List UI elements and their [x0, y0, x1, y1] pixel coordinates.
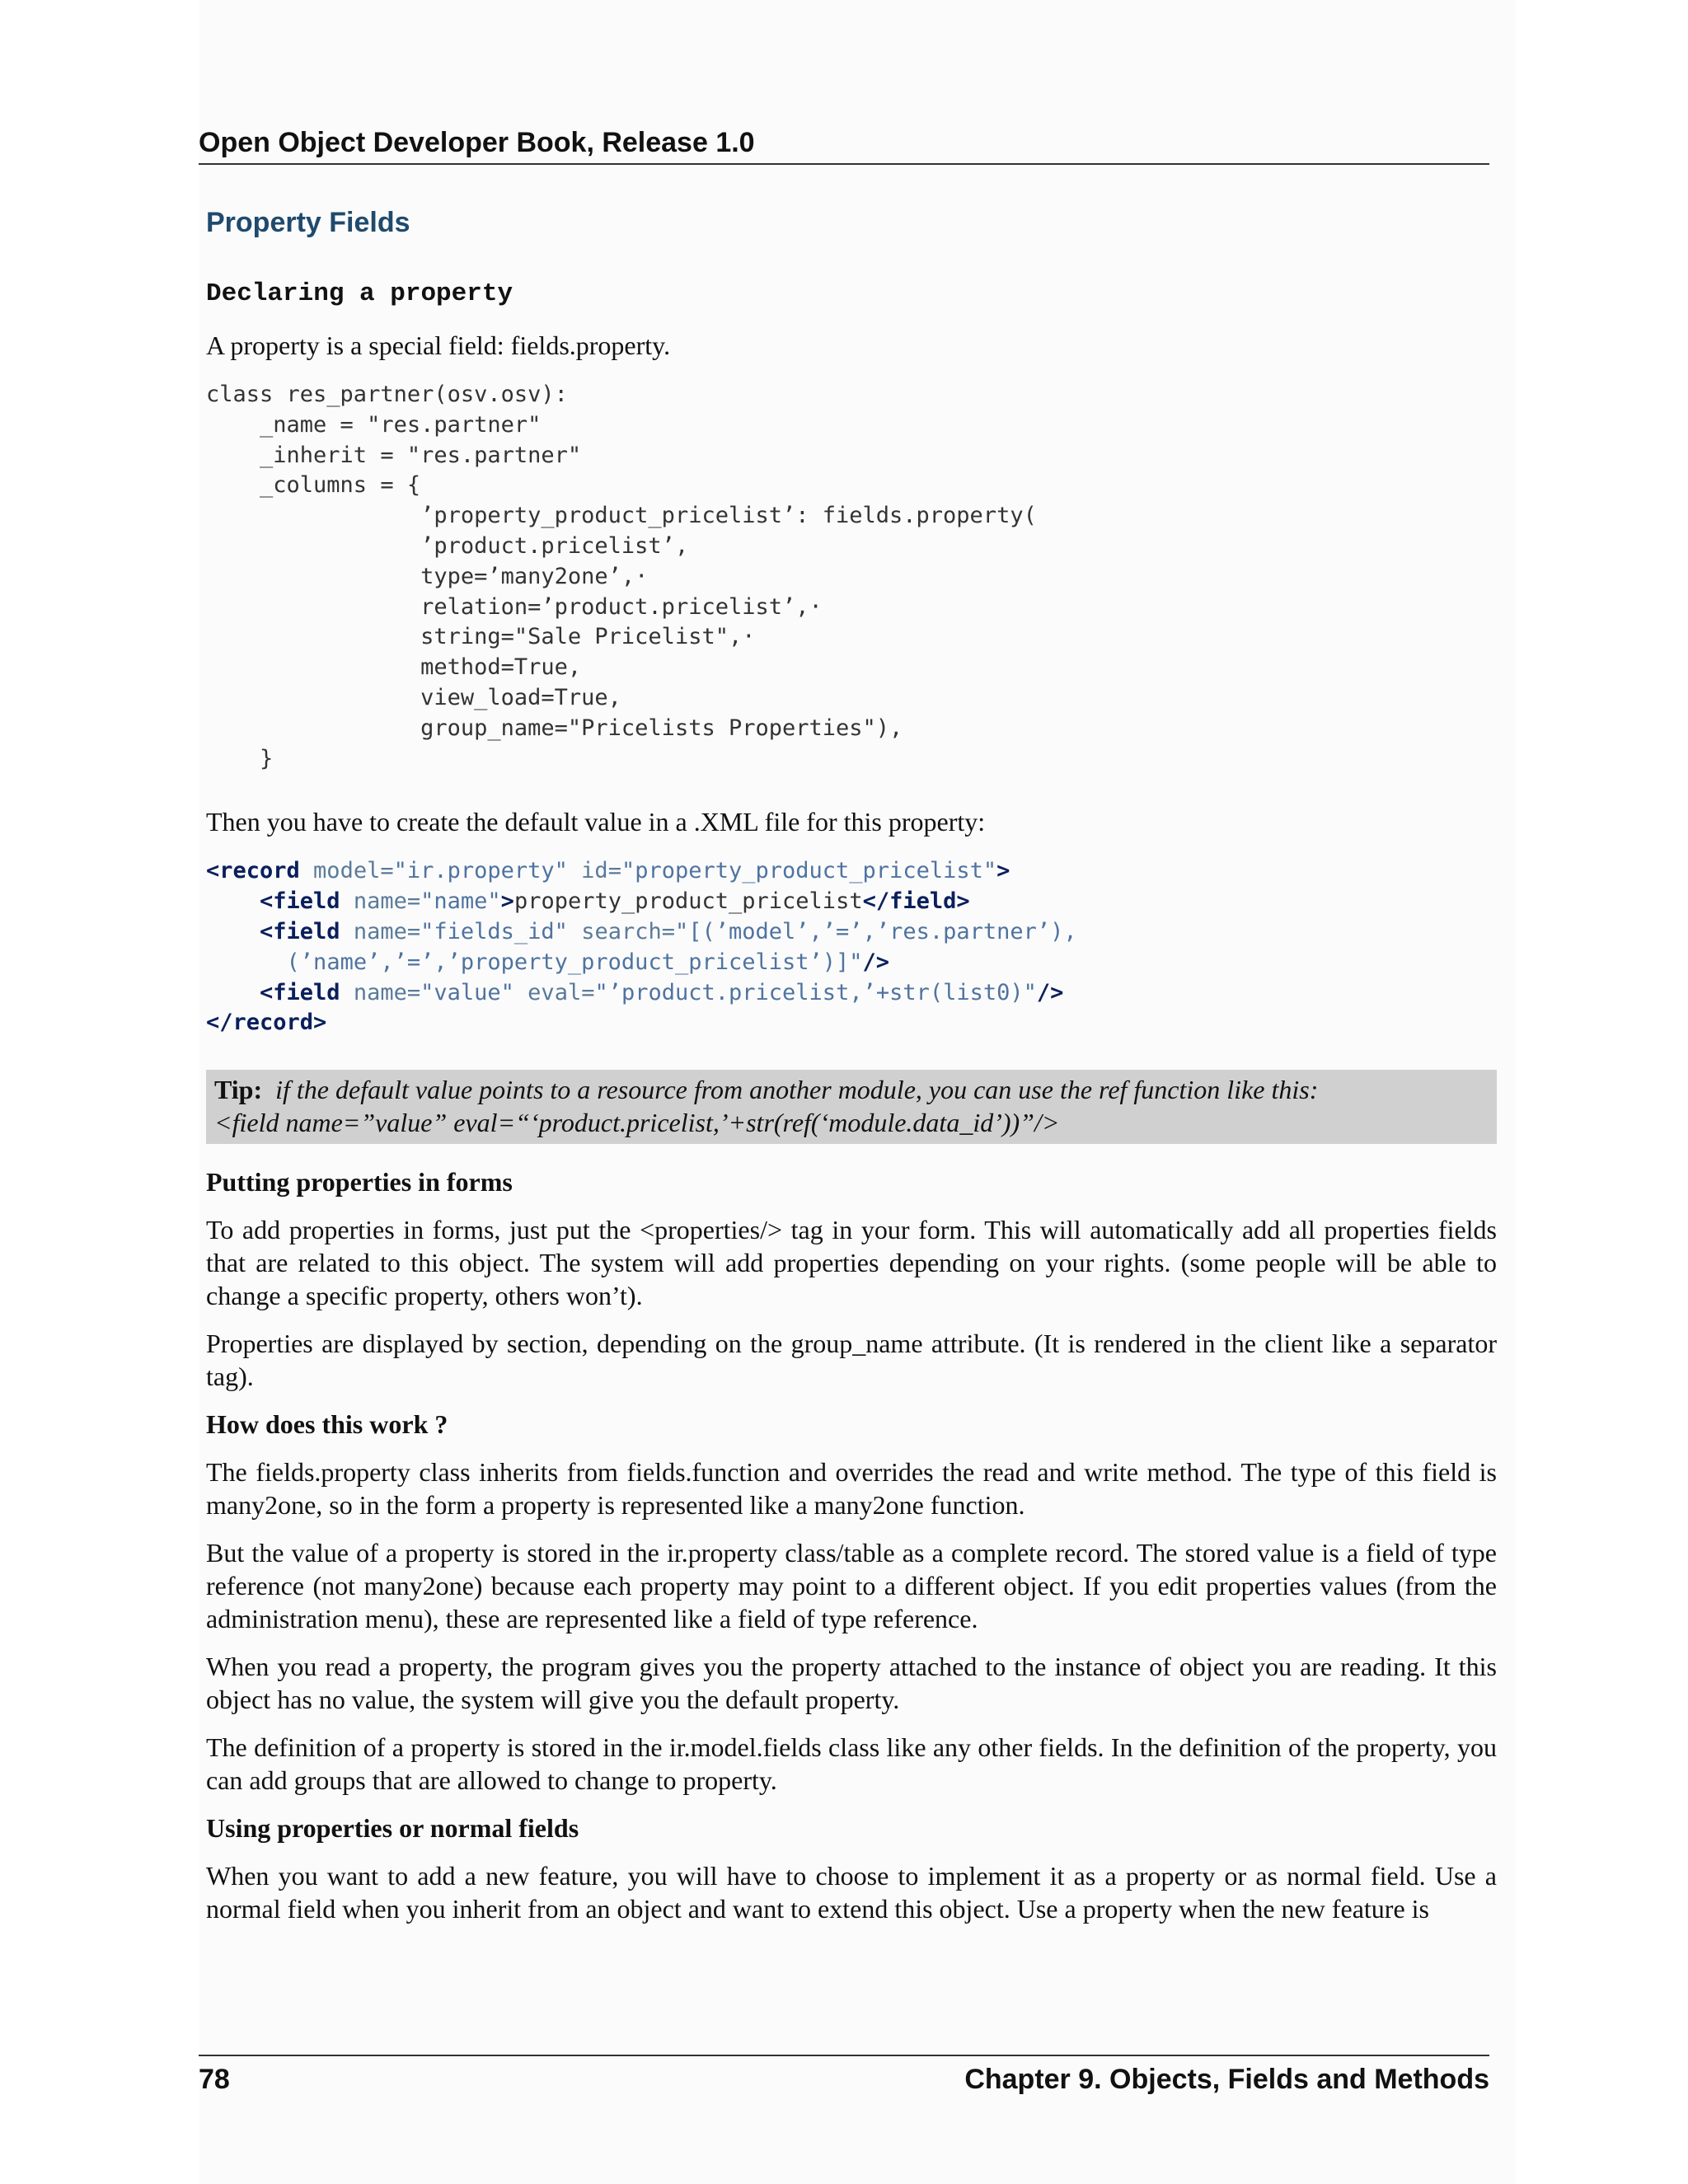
chapter-title: Chapter 9. Objects, Fields and Methods	[964, 2064, 1489, 2095]
xml-attr: search=	[567, 918, 675, 944]
xml-value: (’name’,’=’,’property_product_pricelist’)]"	[286, 949, 863, 975]
paragraph: The fields.property class inherits from fields.function and overrides the read and write method. The type of this field is many2one, so in the form a property is represented like a many2one function.	[206, 1457, 1497, 1521]
running-footer	[199, 2055, 1489, 2097]
subsection-title: Declaring a property	[206, 279, 513, 308]
xml-tag: <field	[260, 888, 340, 915]
xml-value: "fields_id"	[420, 918, 568, 944]
xml-tag: />	[862, 949, 890, 975]
code-line: group_name="Pricelists Properties"),	[206, 715, 903, 741]
xml-value: "name"	[420, 888, 501, 915]
code-line: }	[206, 745, 274, 771]
paragraph: To add properties in forms, just put the <properties/> tag in your form. This will automatically add all properties fields that are related to this object. The system will add properties depending on your rights. (some people will be able to change a specific property, others won’t).	[206, 1215, 1497, 1311]
rubric-putting-properties-in-forms: Putting properties in forms	[206, 1167, 513, 1197]
code-line: ’property_product_pricelist’: fields.property(	[206, 503, 1037, 529]
code-line: ’product.pricelist’,	[206, 532, 689, 559]
code-line: string="Sale Pricelist",·	[206, 624, 756, 650]
code-line: method=True,	[206, 654, 582, 681]
code-line: _columns = {	[206, 472, 421, 499]
paragraph: Properties are displayed by section, depending on the group_name attribute. (It is rendered in the client like a separator tag).	[206, 1329, 1497, 1392]
code-line: _inherit = "res.partner"	[206, 442, 582, 468]
xml-value: "[(’model’,’=’,’res.partner’),	[674, 918, 1077, 944]
xml-tag: />	[1036, 979, 1064, 1005]
paragraph: When you want to add a new feature, you will have to choose to implement it as a property or as normal field. Use a normal field when you inherit from an object and want to extend this object. Use a property when the new feature is	[206, 1861, 1497, 1924]
paragraph: When you read a property, the program gives you the property attached to the instance of object you are reading. It this object has no value, the system will give you the default property.	[206, 1652, 1497, 1715]
rubric-how-does-this-work: How does this work ?	[206, 1409, 448, 1440]
code-line: _name = "res.partner"	[206, 411, 542, 438]
xml-value: "ir.property"	[393, 858, 568, 884]
page-content	[206, 202, 1497, 1940]
xml-text: property_product_pricelist	[513, 888, 863, 915]
paragraph: But the value of a property is stored in the ir.property class/table as a complete record. The stored value is a field of type reference (not many2one) because each property may point to a different object. If you edit properties values (from the administration menu), these are represented like a field of type reference.	[206, 1538, 1497, 1634]
xml-attr: name=	[340, 979, 421, 1005]
running-header: Open Object Developer Book, Release 1.0	[199, 124, 1489, 165]
xml-tag: >	[996, 858, 1010, 884]
xml-attr: name=	[340, 888, 421, 915]
code-line: class res_partner(osv.osv):	[206, 382, 568, 407]
code-line: type=’many2one’,·	[206, 563, 649, 589]
tip-label: Tip:	[214, 1075, 263, 1105]
xml-tag: </field>	[862, 888, 970, 915]
xml-value: "’product.pricelist,’+str(list0)"	[594, 979, 1037, 1005]
tip-text: if the default value points to a resource from another module, you can use the ref function like this:	[275, 1075, 1319, 1105]
page-number: 78	[199, 2064, 230, 2095]
xml-attr: id=	[567, 858, 621, 884]
rubric-using-properties-or-normal-fields: Using properties or normal fields	[206, 1813, 579, 1844]
xml-value: "property_product_pricelist"	[621, 858, 997, 884]
tip-box	[206, 1070, 1497, 1144]
xml-attr: name=	[340, 918, 421, 944]
xml-tag: <record	[206, 858, 300, 884]
code-line: relation=’product.pricelist’,·	[206, 593, 823, 620]
xml-code-block	[206, 856, 1497, 1038]
xml-tag: </record>	[206, 1010, 327, 1036]
xml-tag: <field	[260, 979, 340, 1005]
xml-tag: <field	[260, 918, 340, 944]
xml-value: "value"	[420, 979, 514, 1005]
code-line: view_load=True,	[206, 684, 621, 710]
xml-attr: model=	[299, 858, 394, 884]
tip-code-example: <field name=”value” eval=“‘product.pricelist,’+str(ref(‘module.data_id’))”/>	[214, 1108, 1060, 1138]
xml-attr: eval=	[513, 979, 595, 1005]
xml-intro-paragraph: Then you have to create the default value in a .XML file for this property:	[206, 807, 986, 837]
xml-tag: >	[500, 888, 514, 915]
section-title: Property Fields	[206, 207, 410, 238]
paragraph: The definition of a property is stored in the ir.model.fields class like any other fields. In the definition of the property, you can add groups that are allowed to change to property.	[206, 1732, 1497, 1796]
intro-paragraph: A property is a special field: fields.property.	[206, 330, 671, 360]
python-code-block	[206, 380, 1497, 774]
